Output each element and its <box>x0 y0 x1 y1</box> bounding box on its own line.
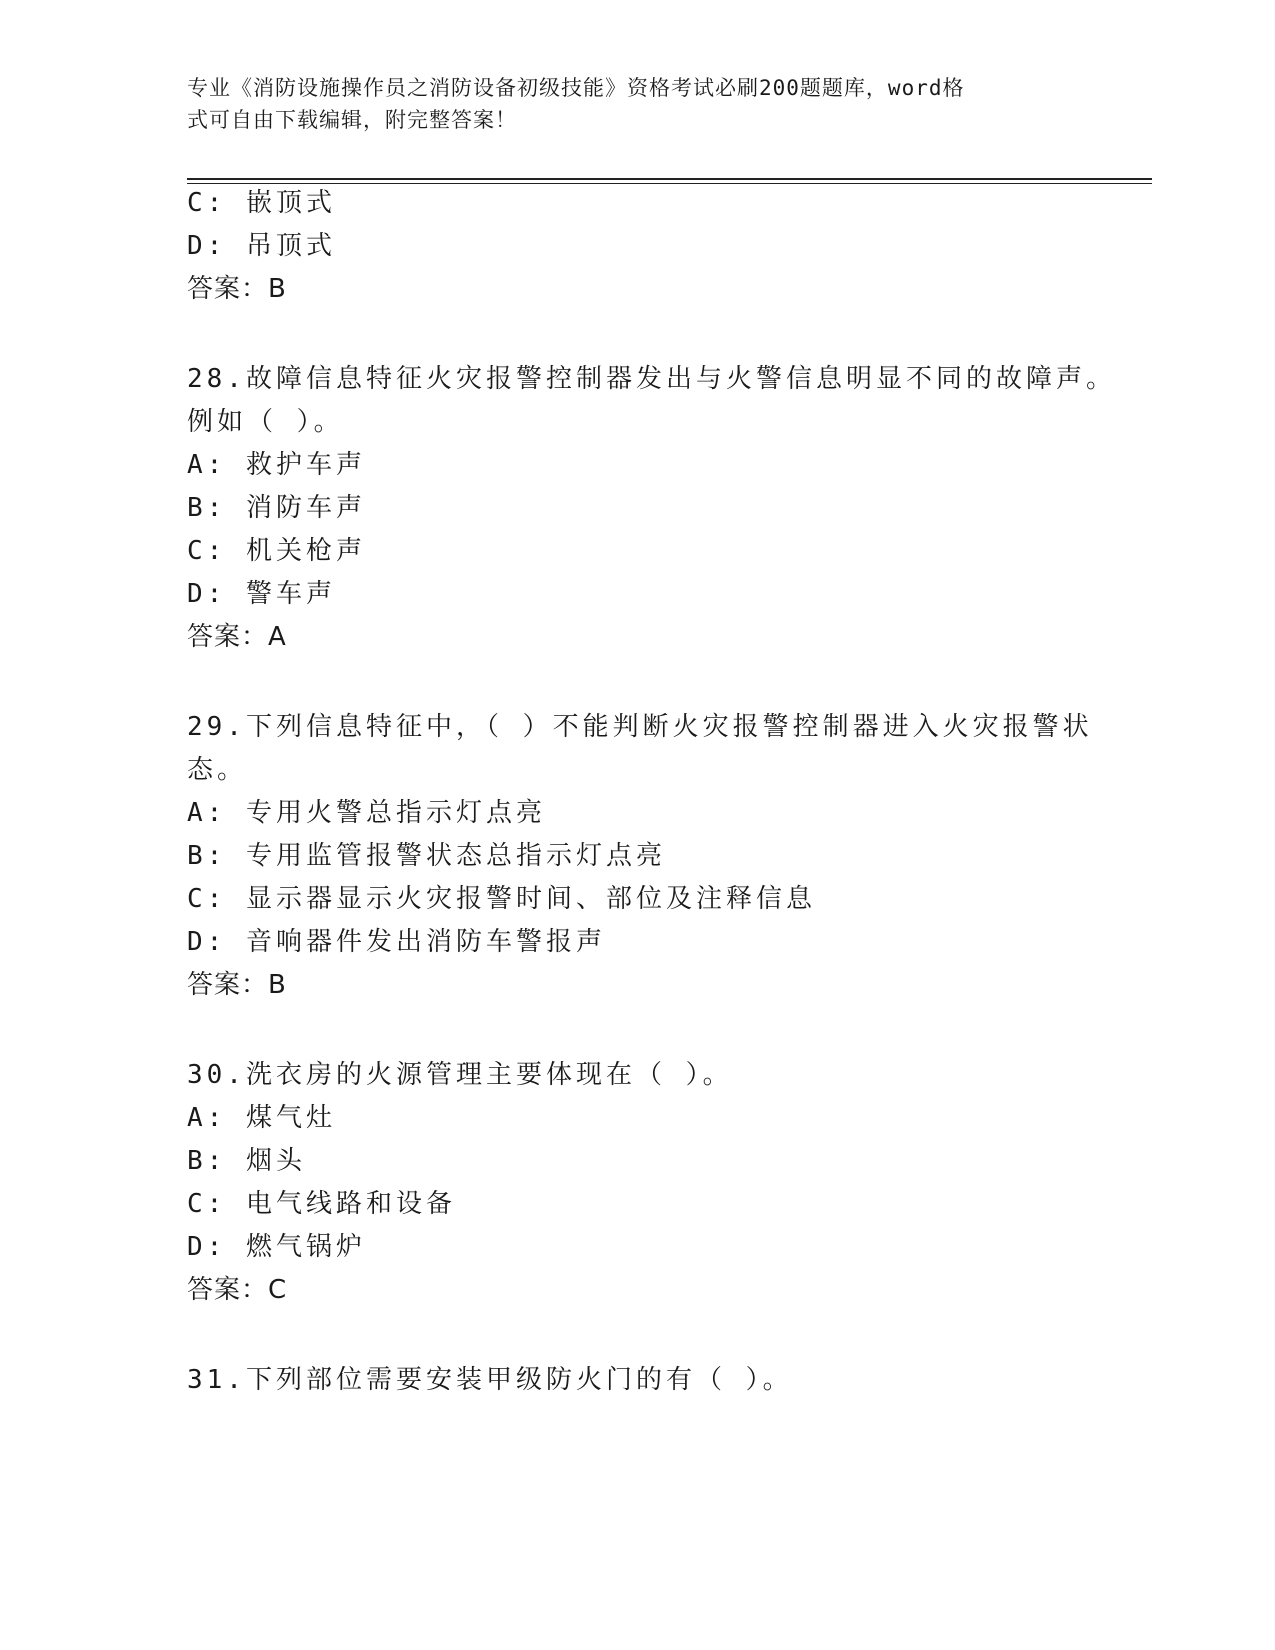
q29-stem-line-2: 态。 <box>187 755 248 785</box>
prev-option-c: C: 嵌顶式 <box>187 188 336 218</box>
q30-option-b: B: 烟头 <box>187 1146 306 1176</box>
q28-option-a: A: 救护车声 <box>187 450 366 480</box>
q31-stem-line-1: 31.下列部位需要安装甲级防火门的有（ ）。 <box>187 1365 793 1395</box>
prev-option-d: D: 吊顶式 <box>187 231 336 261</box>
q28-stem-line-1: 28.故障信息特征火灾报警控制器发出与火警信息明显不同的故障声。 <box>187 364 1116 394</box>
header-divider-thick <box>187 178 1152 180</box>
header-divider-thin <box>187 183 1152 184</box>
q29-option-a: A: 专用火警总指示灯点亮 <box>187 798 546 828</box>
q30-option-c: C: 电气线路和设备 <box>187 1189 456 1219</box>
q30-option-d: D: 燃气锅炉 <box>187 1232 366 1262</box>
q29-answer: 答案：B <box>187 970 287 1000</box>
q29-stem-line-1: 29.下列信息特征中，（ ）不能判断火灾报警控制器进入火灾报警状 <box>187 712 1093 742</box>
q28-option-c: C: 机关枪声 <box>187 536 366 566</box>
q30-stem-line-1: 30.洗衣房的火源管理主要体现在（ ）。 <box>187 1060 733 1090</box>
q28-option-d: D: 警车声 <box>187 579 336 609</box>
q28-stem-line-2: 例如（ ）。 <box>187 407 344 437</box>
q29-option-d: D: 音响器件发出消防车警报声 <box>187 927 606 957</box>
q30-answer: 答案：C <box>187 1275 288 1305</box>
document-header <box>187 72 1067 136</box>
q29-option-c: C: 显示器显示火灾报警时间、部位及注释信息 <box>187 884 816 914</box>
header-line-2: 式可自由下载编辑，附完整答案！ <box>187 108 517 132</box>
prev-answer: 答案：B <box>187 274 287 304</box>
q30-option-a: A: 煤气灶 <box>187 1103 336 1133</box>
q28-option-b: B: 消防车声 <box>187 493 366 523</box>
q29-option-b: B: 专用监管报警状态总指示灯点亮 <box>187 841 666 871</box>
header-line-1: 专业《消防设施操作员之消防设备初级技能》资格考试必刷200题题库，word格 <box>187 76 965 100</box>
q28-answer: 答案：A <box>187 622 287 652</box>
